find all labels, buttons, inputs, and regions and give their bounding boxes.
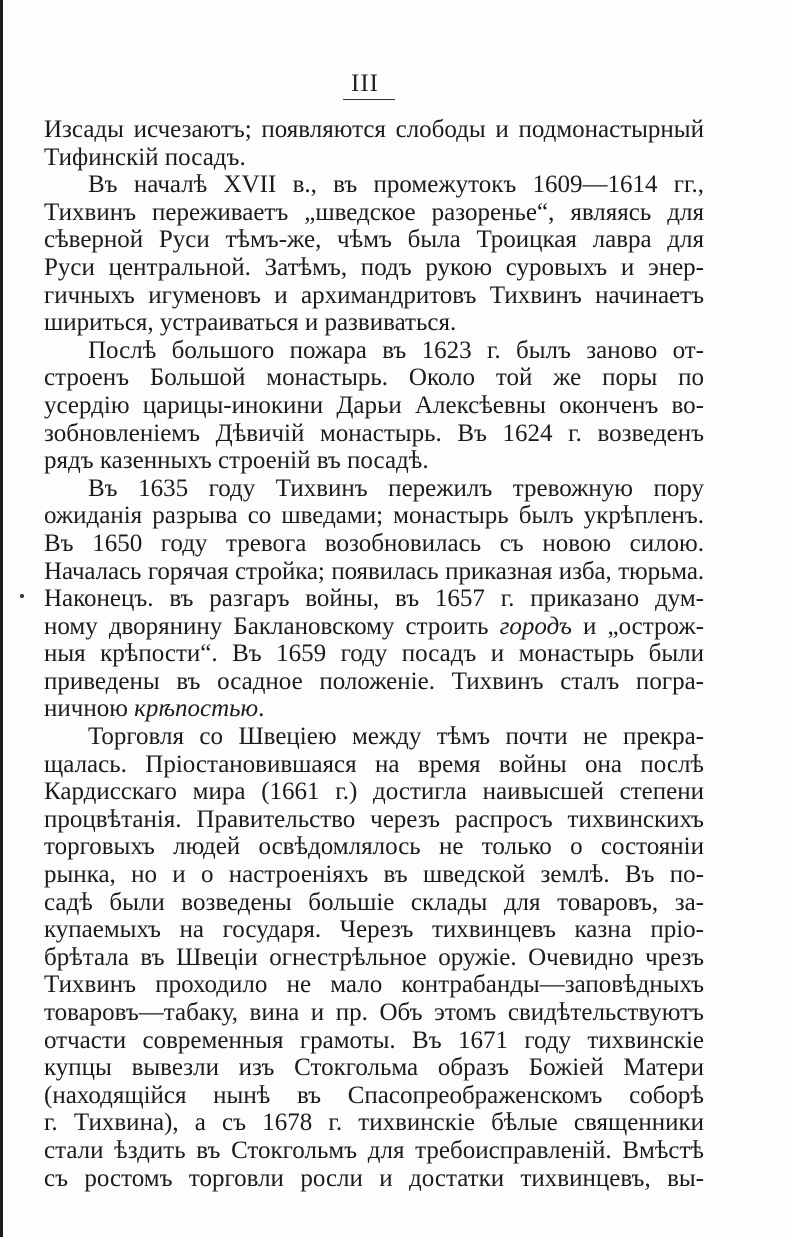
text-line: усердію царицы-инокини Дарьи Алексѣевны оконченъ во-: [44, 391, 704, 419]
text-line: Тихвинъ переживаетъ „шведское разоренье“, являясь для: [44, 198, 704, 226]
text-line: Въ 1650 году тревога возобновилась съ новою силою.: [44, 529, 704, 557]
text-line: г. Тихвина), а съ 1678 г. тихвинскіе бѣлые священники: [44, 1109, 704, 1137]
text-line: Въ началѣ XVII в., въ промежутокъ 1609—1614 гг.,: [88, 171, 704, 199]
text-line: сѣверной Руси тѣмъ-же, чѣмъ была Троицкая лавра для: [44, 226, 704, 254]
text-line: строенъ Большой монастырь. Около той же поры по: [44, 364, 704, 392]
text-line: рядъ казенныхъ строеній въ посадѣ.: [44, 447, 429, 475]
text-line: Торговля со Швеціею между тѣмъ почти не прекра-: [88, 723, 704, 751]
text-line: [44, 613, 704, 641]
text-line: рынка, но и о настроеніяхъ въ шведской землѣ. Въ по-: [44, 861, 704, 889]
text-line: Кардисскаго мира (1661 г.) достигла наивысшей степени: [44, 778, 704, 806]
text-line: ожиданія разрыва со шведами; монастырь былъ укрѣпленъ.: [44, 502, 704, 530]
text-line: гичныхъ игуменовъ и архимандритовъ Тихвинъ начинаетъ: [44, 281, 704, 309]
text-segment: ничною: [44, 695, 135, 723]
text-line: Руси центральной. Затѣмъ, подъ рукою суровыхъ и энер-: [44, 253, 704, 281]
text-line: съ ростомъ торговли росли и достатки тихвинцевъ, вы-: [44, 1164, 704, 1192]
text-line: (находящійся нынѣ въ Спасопреображенскомъ соборѣ: [44, 1081, 704, 1109]
text-line: щалась. Пріостановившаяся на время войны она послѣ: [44, 750, 704, 778]
text-line: зобновленіемъ Дѣвичій монастырь. Въ 1624 г. возведенъ: [44, 419, 704, 447]
text-line: шириться, устраиваться и развиваться.: [44, 309, 457, 337]
text-line: Началась горячая стройка; появилась приказная изба, тюрьма.: [44, 557, 704, 585]
text-line: Послѣ большого пожара въ 1623 г. былъ заново от-: [88, 336, 704, 364]
text-segment: .: [258, 695, 265, 723]
text-line: купаемыхъ на государя. Черезъ тихвинцевъ казна пріо-: [44, 916, 704, 944]
page-number: III: [351, 70, 379, 97]
text-segment: и „острож-: [571, 612, 704, 640]
text-line: брѣтала въ Швеціи огнестрѣльное оружіе. Очевидно чрезъ: [44, 943, 704, 971]
text-line: Тихвинъ проходило не мало контрабанды—заповѣдныхъ: [44, 971, 704, 999]
text-line: ныя крѣпости“. Въ 1659 году посадъ и монастырь были: [44, 640, 704, 668]
italic-phrase: крѣпостью: [134, 695, 259, 723]
page-number-rule: [343, 99, 395, 100]
text-line: Въ 1635 году Тихвинъ пережилъ тревожную пору: [88, 474, 704, 502]
text-line: процвѣтанія. Правительство черезъ распросъ тихвинскихъ: [44, 805, 704, 833]
text-line: приведены въ осадное положеніе. Тихвинъ сталъ погра-: [44, 667, 704, 695]
scan-edge: [0, 0, 3, 1237]
text-line: торговыхъ людей освѣдомлялось не только о состояніи: [44, 833, 704, 861]
text-line: [44, 695, 704, 723]
text-line: садѣ были возведены большіе склады для товаровъ, за-: [44, 888, 704, 916]
text-line: Изсады исчезаютъ; появляются слободы и подмонастырный: [44, 116, 704, 143]
text-line: Наконецъ. въ разгаръ войны, въ 1657 г. приказано дум-: [44, 585, 704, 613]
text-line: товаровъ—табаку, вина и пр. Объ этомъ свидѣтельствуютъ: [44, 999, 704, 1026]
margin-mark: [20, 594, 24, 598]
body-text: [44, 116, 704, 1192]
italic-phrase: городъ: [499, 612, 572, 640]
text-line: Тифинскій посадъ.: [44, 143, 246, 171]
text-line: отчасти современныя грамоты. Въ 1671 году тихвинскіе: [44, 1026, 704, 1054]
text-line: стали ѣздить въ Стокгольмъ для требоисправленій. Вмѣстѣ: [44, 1136, 704, 1164]
text-line: купцы вывезли изъ Стокгольма образъ Божіей Матери: [44, 1054, 704, 1082]
text-segment: ному дворянину Баклановскому строить: [44, 612, 500, 640]
